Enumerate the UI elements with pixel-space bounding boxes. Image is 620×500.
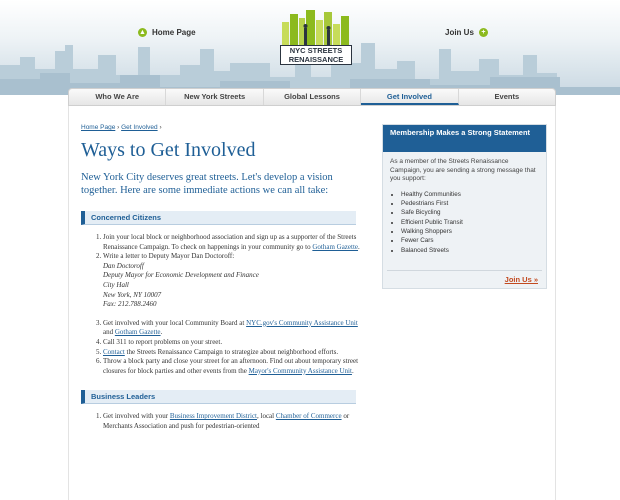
nav-global-lessons[interactable]: Global Lessons (264, 89, 361, 105)
item-text: or Merchants Association and push for pedestrian-oriented (103, 412, 350, 430)
address-line: Deputy Mayor for Economic Development and Finance (103, 271, 259, 280)
breadcrumb-current[interactable]: Get Involved (121, 124, 158, 131)
page-title: Ways to Get Involved (81, 139, 256, 161)
nav-events[interactable]: Events (494, 92, 520, 101)
gotham-gazette-link[interactable]: Gotham Gazette (312, 242, 359, 251)
list-item: • Fewer Cars (401, 236, 546, 245)
mayors-cau-link[interactable]: Mayor's Community Assistance Unit (248, 366, 352, 375)
bid-link[interactable]: Business Improvement District (169, 412, 257, 421)
sidebar-divider (387, 270, 542, 271)
address-line: Fax: 212.788.2460 (103, 300, 157, 309)
item-text: Join your local block or neighborhood association and sign up as a supporter of the Streets Renaissance Campaign. To check on happenings in your community go to (103, 233, 357, 251)
list-item: • Walking Shoppers (401, 227, 546, 236)
home-page-link[interactable] (138, 28, 196, 37)
main-column (81, 124, 371, 432)
join-us-link[interactable] (445, 28, 488, 37)
site-logo[interactable] (280, 8, 352, 66)
list-item: 3. Get involved with your local Community Board at NYC.gov's Community Assistance Unit and Gotham Gazette. (103, 319, 365, 338)
logo-wordmark (280, 45, 352, 65)
business-actions-list (103, 412, 365, 431)
home-page-label: Home Page (152, 28, 196, 37)
item-text: , local (257, 412, 276, 421)
list-item: • Efficient Public Transit (401, 218, 546, 227)
item-text: Throw a block party and close your street for an afternoon. Find out about temporary street closures for block parties and other events from the (103, 357, 359, 375)
breadcrumb-home[interactable]: Home Page (81, 124, 116, 131)
logo-line-1: NYC STREETS (289, 46, 343, 55)
list-item: 1. Join your local block or neighborhood association and sign up as a supporter of the Streets Renaissance Campaign. To check on happenings in your community go to Gotham Gazette. (103, 233, 365, 252)
contact-link[interactable]: Contact (103, 347, 125, 356)
membership-sidebar (382, 124, 547, 289)
list-item: • Safe Bicycling (401, 208, 546, 217)
community-assistance-link[interactable]: NYC.gov's Community Assistance Unit (246, 318, 358, 327)
home-arrow-icon: ▲ (139, 29, 146, 36)
address-line: Dan Doctoroff (103, 261, 144, 270)
content-area (68, 106, 556, 500)
item-text: the Streets Renaissance Campaign to strategize about neighborhood efforts. (124, 347, 339, 356)
breadcrumb-separator: › (159, 124, 162, 131)
sidebar-join-us-link[interactable]: Join Us » (504, 275, 538, 284)
nav-who-we-are[interactable]: Who We Are (69, 89, 166, 105)
list-item: 4. Call 311 to report problems on your street. (103, 338, 365, 348)
nav-get-involved[interactable]: Get Involved (361, 89, 458, 105)
join-us-label: Join Us (445, 28, 474, 37)
item-text: Get involved with your (103, 412, 170, 421)
list-item (103, 412, 365, 431)
breadcrumb-separator: › (117, 124, 122, 131)
address-line: New York, NY 10007 (103, 290, 162, 299)
list-item (103, 348, 365, 358)
item-text: Write a letter to Deputy Mayor Dan Doctoroff: (103, 252, 235, 261)
mailing-address (103, 262, 365, 310)
logo-line-2: RENAISSANCE (288, 55, 344, 64)
logo-bars-graphic (280, 8, 352, 46)
site-header (0, 0, 620, 95)
section-heading-concerned-citizens: Concerned Citizens (81, 211, 356, 225)
list-item: • Healthy Communities (401, 190, 546, 199)
main-nav (68, 88, 556, 106)
sidebar-text: As a member of the Streets Renaissance Campaign, you are sending a strong message that you support: (390, 158, 536, 183)
breadcrumb (81, 124, 371, 131)
citizen-actions-list (103, 233, 365, 376)
item-text: Get involved with your local Community Board at (103, 318, 247, 327)
sidebar-title: Membership Makes a Strong Statement (383, 125, 546, 152)
address-line: City Hall (103, 280, 129, 289)
intro-text: New York City deserves great streets. Let's develop a vision together. Here are some immediate actions we can all take: (81, 172, 333, 196)
item-text: and (103, 328, 115, 337)
plus-icon: + (479, 28, 488, 37)
section-heading-business-leaders: Business Leaders (81, 390, 356, 404)
list-item: • Balanced Streets (401, 246, 546, 255)
list-item: 6. Throw a block party and close your street for an afternoon. Find out about temporary street closures for block parties and other events from the Mayor's Community Assistance Unit. (103, 357, 365, 376)
list-item (103, 252, 365, 310)
sidebar-support-list (401, 190, 546, 255)
nav-new-york-streets[interactable]: New York Streets (166, 89, 263, 105)
list-item: • Pedestrians First (401, 199, 546, 208)
gotham-gazette-link-2[interactable]: Gotham Gazette (114, 328, 161, 337)
chamber-of-commerce-link[interactable]: Chamber of Commerce (275, 412, 342, 421)
